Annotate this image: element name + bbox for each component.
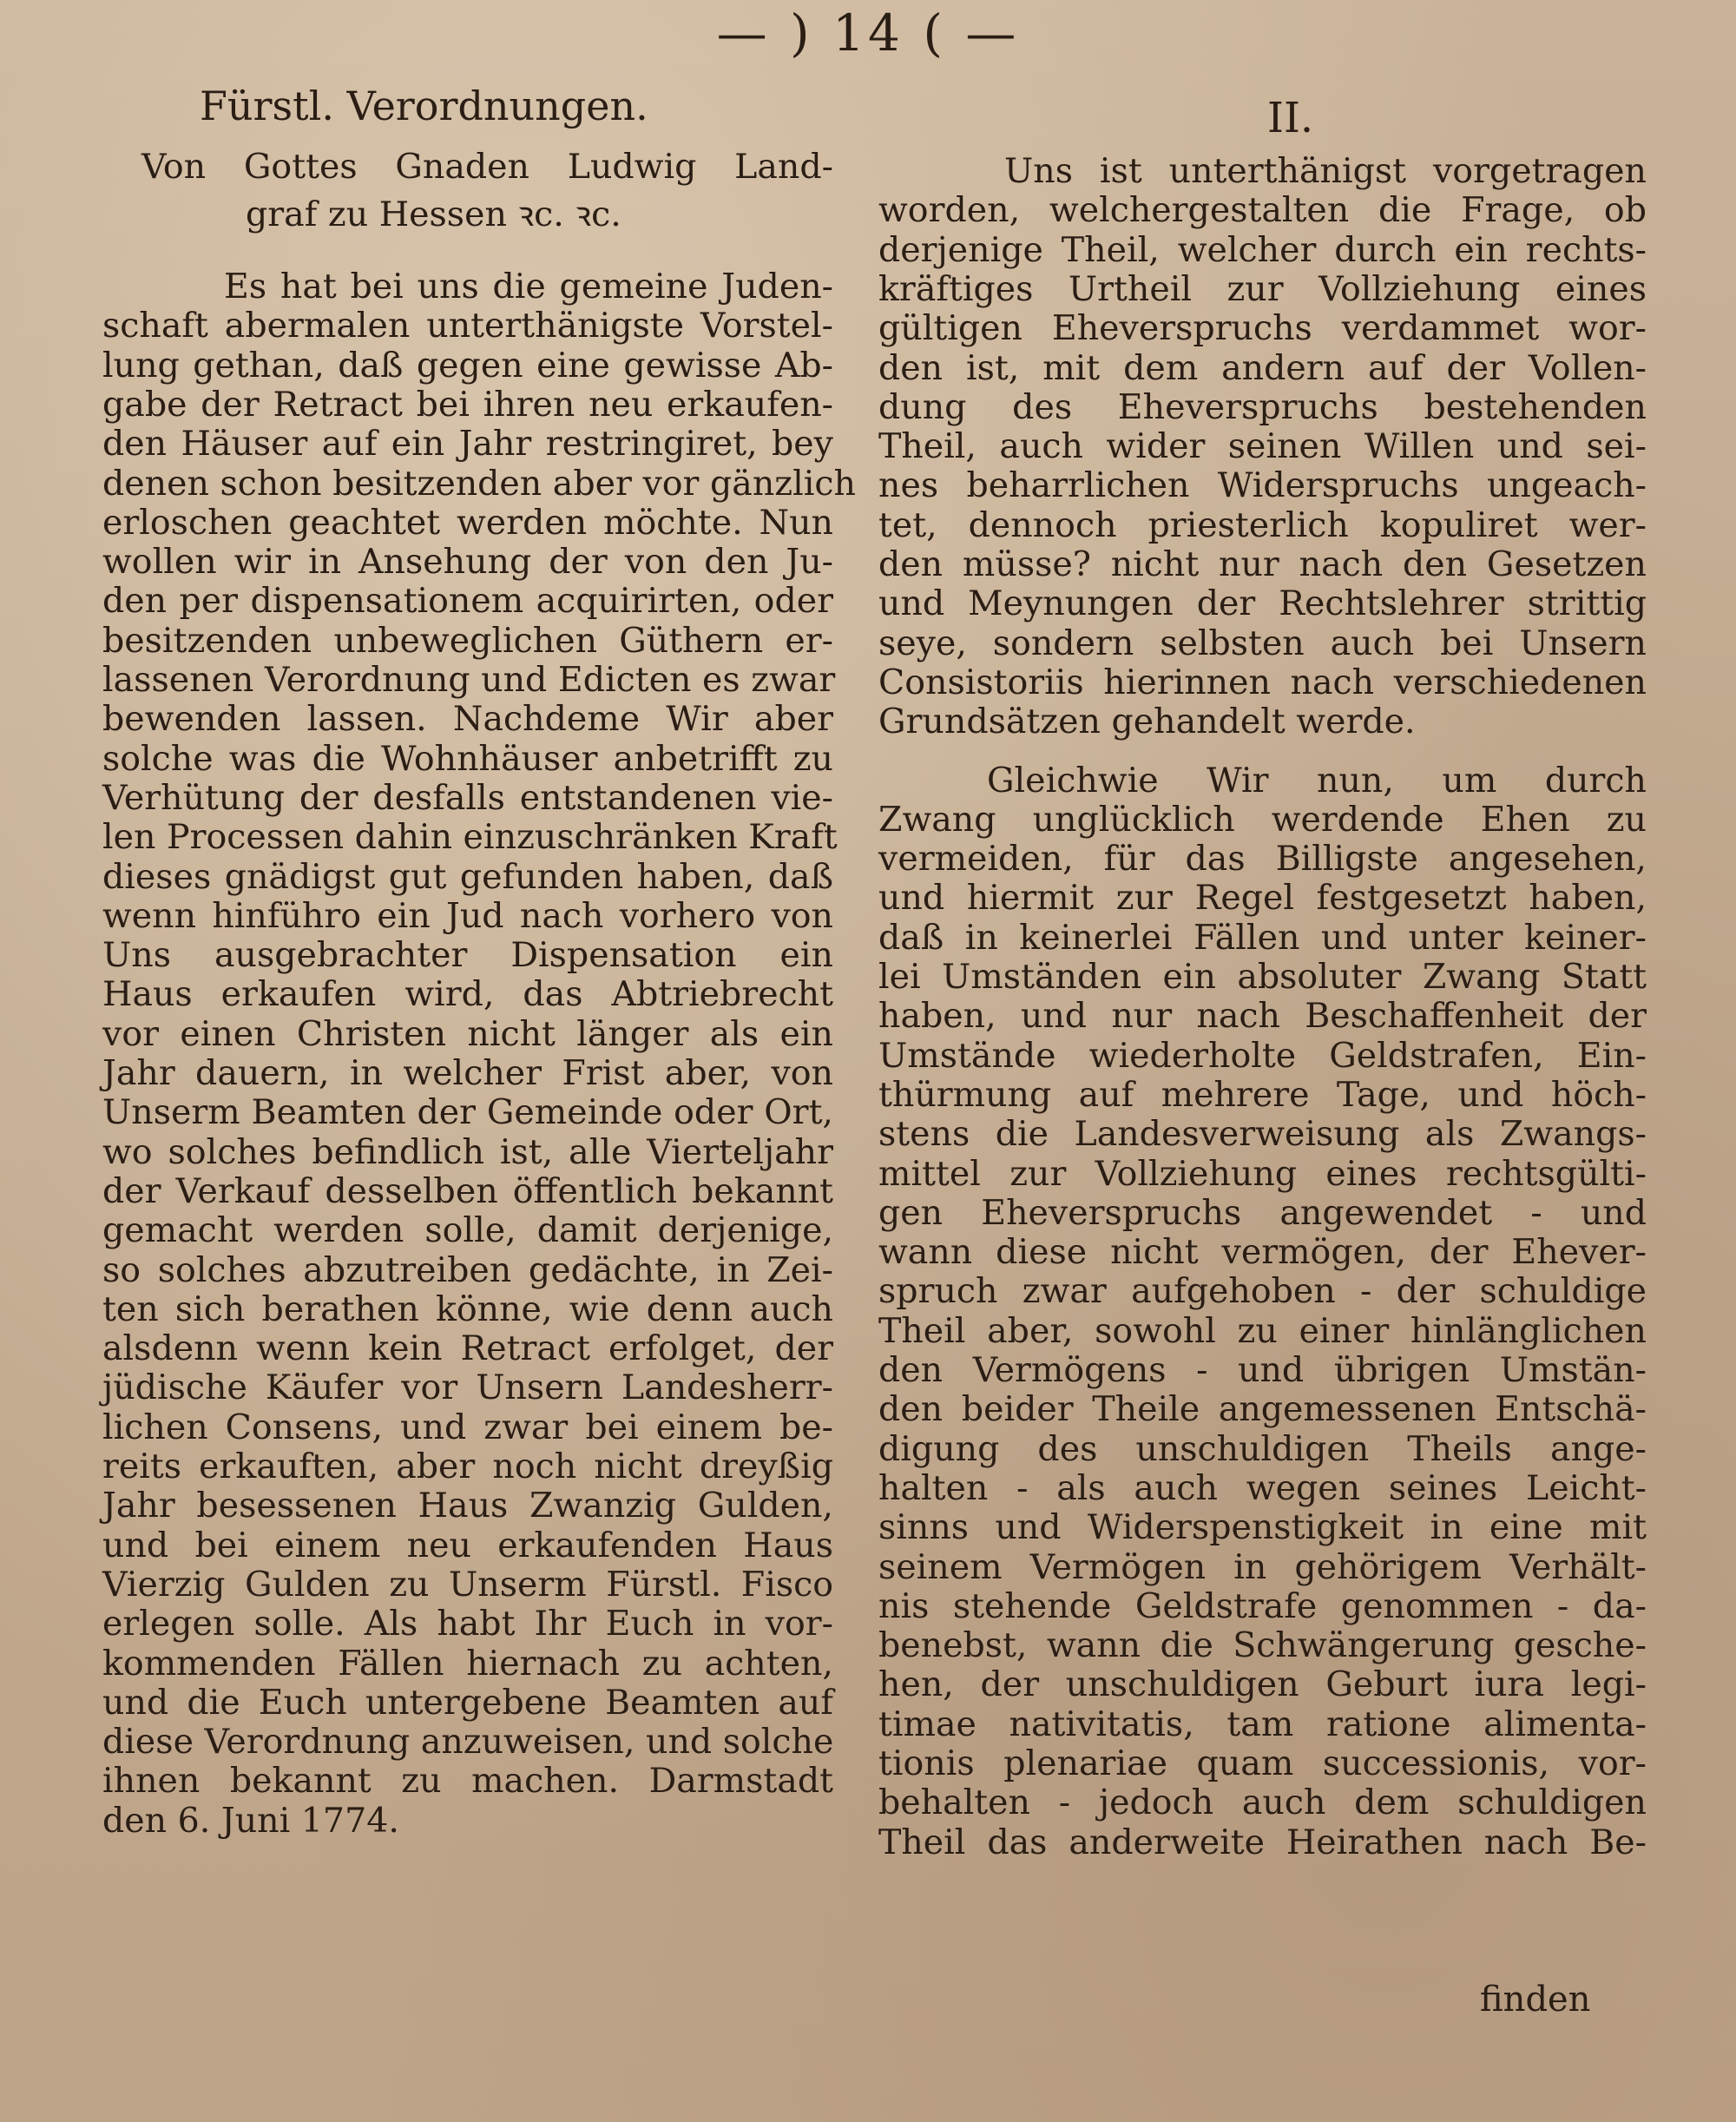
body-line: tionis plenariae quam successionis, vor- (878, 1743, 1647, 1783)
body-line: kräftiges Urtheil zur Vollziehung eines (878, 268, 1647, 309)
body-line: hen, der unschuldigen Geburt iura legi- (878, 1664, 1647, 1705)
body-line: und bei einem neu erkaufenden Haus (102, 1525, 833, 1565)
body-line: lassenen Verordnung und Edicten es zwar (102, 660, 836, 700)
body-line: Umstände wiederholte Geldstrafen, Ein- (878, 1035, 1647, 1076)
body-line: stens die Landesverweisung als Zwangs- (878, 1114, 1647, 1155)
body-line: Jahr dauern, in welcher Frist aber, von (102, 1053, 833, 1093)
body-line: denen schon besitzenden aber vor gänzlich (102, 463, 856, 504)
body-line: digung des unschuldigen Theils ange- (878, 1428, 1647, 1469)
body-line: den 6. Juni 1774. (102, 1800, 399, 1841)
body-line: Theil aber, sowohl zu einer hinlänglichen (878, 1310, 1647, 1351)
body-line: erloschen geachtet werden möchte. Nun (102, 502, 833, 543)
body-line: gabe der Retract bei ihren neu erkaufen- (102, 384, 833, 425)
body-line: den müsse? nicht nur nach den Gesetzen (878, 544, 1647, 584)
body-line: Theil, auch wider seinen Willen und sei- (878, 426, 1647, 467)
body-line: Verhütung der desfalls entstandenen vie- (102, 777, 833, 818)
body-line: und Meynungen der Rechtslehrer strittig (878, 583, 1647, 624)
body-line: nis stehende Geldstrafe genommen - da- (878, 1585, 1647, 1626)
body-line: vermeiden, für das Billigste angesehen, (878, 839, 1647, 880)
body-line: spruch zwar aufgehoben - der schuldige (878, 1271, 1647, 1312)
body-line: thürmung auf mehrere Tage, und höch- (878, 1074, 1647, 1115)
body-line: halten - als auch wegen seines Leicht- (878, 1467, 1647, 1508)
body-line: tet, dennoch priesterlich kopuliret wer- (878, 504, 1647, 545)
body-line: Vierzig Gulden zu Unserm Fürstl. Fisco (102, 1564, 833, 1605)
body-line: Unserm Beamten der Gemeinde oder Ort, (102, 1092, 833, 1133)
body-line: Consistoriis hierinnen nach verschiedenen (878, 662, 1647, 702)
body-line: der Verkauf desselben öffentlich bekannt (102, 1170, 833, 1211)
body-line: Zwang unglücklich werdende Ehen zu (878, 799, 1647, 840)
body-line: besitzenden unbeweglichen Güthern er- (102, 620, 833, 661)
section-title: Fürstl. Verordnungen. (200, 82, 648, 129)
body-line: Uns ist unterthänigst vorgetragen (1004, 151, 1647, 191)
body-line: haben, und nur nach Beschaffenheit der (878, 996, 1647, 1037)
body-line: Theil das anderweite Heirathen nach Be- (878, 1822, 1647, 1862)
page-number: — ) 14 ( — (716, 3, 1020, 63)
body-line: den beider Theile angemessenen Entschä- (878, 1389, 1647, 1430)
body-line: dung des Eheverspruchs bestehenden (878, 386, 1647, 427)
body-line: sinns und Widerspenstigkeit in eine mit (878, 1507, 1647, 1548)
body-line: timae nativitatis, tam ratione alimenta- (878, 1704, 1647, 1744)
body-line: alsdenn wenn kein Retract erfolget, der (102, 1328, 833, 1369)
body-line: wo solches befindlich ist, alle Vierteljahr (102, 1131, 833, 1172)
body-line: den ist, mit dem andern auf der Vollen- (878, 347, 1647, 388)
body-line: Es hat bei uns die gemeine Juden- (224, 267, 833, 306)
body-line: den Häuser auf ein Jahr restringiret, bey (102, 424, 833, 465)
body-line: gen Eheverspruchs angewendet - und (878, 1192, 1647, 1233)
body-line: mittel zur Vollziehung eines rechtsgülti- (878, 1153, 1647, 1194)
body-line: gemacht werden solle, damit derjenige, (102, 1210, 833, 1251)
body-line: lichen Consens, und zwar bei einem be- (102, 1407, 833, 1447)
intro-line: graf zu Hessen ꝛc. ꝛc. (246, 194, 621, 234)
body-line: erlegen solle. Als habt Ihr Euch in vor- (102, 1604, 833, 1644)
body-line: bewenden lassen. Nachdeme Wir aber (102, 699, 833, 740)
intro-line: Von Gottes Gnaden Ludwig Land- (141, 147, 833, 187)
body-line: lei Umständen ein absoluter Zwang Statt (878, 957, 1647, 997)
body-line: den Vermögens - und übrigen Umstän- (878, 1350, 1647, 1390)
body-line: derjenige Theil, welcher durch ein rechts- (878, 229, 1647, 270)
body-line: seye, sondern selbsten auch bei Unsern (878, 623, 1647, 663)
body-line: lung gethan, daß gegen eine gewisse Ab- (102, 345, 833, 386)
body-line: kommenden Fällen hiernach zu achten, (102, 1643, 833, 1684)
body-line: jüdische Käufer vor Unsern Landesherr- (102, 1367, 833, 1408)
body-line: wollen wir in Ansehung der von den Ju- (102, 542, 833, 583)
body-line: ten sich berathen könne, wie denn auch (102, 1288, 833, 1329)
body-line: ihnen bekannt zu machen. Darmstadt (102, 1761, 833, 1802)
body-line: den per dispensationem acquirirten, oder (102, 581, 833, 622)
body-line: reits erkauften, aber noch nicht dreyßig (102, 1447, 833, 1486)
catchword: finden (1480, 1980, 1591, 2020)
body-line: vor einen Christen nicht länger als ein (102, 1013, 833, 1054)
body-line: daß in keinerlei Fällen und unter keiner- (878, 917, 1647, 958)
body-line: so solches abzutreiben gedächte, in Zei- (102, 1249, 833, 1290)
body-line: und die Euch untergebene Beamten auf (102, 1682, 833, 1723)
body-line: nes beharrlichen Widerspruchs ungeach- (878, 465, 1647, 506)
body-line: schaft abermalen unterthänigste Vorstel- (102, 306, 833, 346)
body-line: len Processen dahin einzuschränken Kraft (102, 817, 838, 858)
body-line: Gleichwie Wir nun, um durch (987, 760, 1647, 801)
body-line: und hiermit zur Regel festgesetzt haben, (878, 878, 1647, 919)
body-line: Haus erkaufen wird, das Abtriebrecht (102, 974, 833, 1015)
body-line: wenn hinführo ein Jud nach vorhero von (102, 895, 833, 936)
body-line: benebst, wann die Schwängerung gesche- (878, 1625, 1647, 1666)
body-line: Grundsätzen gehandelt werde. (878, 702, 1416, 742)
body-line: seinem Vermögen in gehörigem Verhält- (878, 1546, 1647, 1587)
body-line: wann diese nicht vermögen, der Ehever- (878, 1232, 1647, 1273)
body-line: dieses gnädigst gut gefunden haben, daß (102, 856, 833, 897)
body-line: gültigen Eheverspruchs verdammet wor- (878, 308, 1647, 349)
body-line: Jahr besessenen Haus Zwanzig Gulden, (102, 1486, 833, 1526)
body-line: solche was die Wohnhäuser anbetrifft zu (102, 738, 833, 779)
body-line: Uns ausgebrachter Dispensation ein (102, 935, 833, 976)
body-line: behalten - jedoch auch dem schuldigen (878, 1783, 1647, 1823)
body-line: worden, welchergestalten die Frage, ob (878, 190, 1647, 231)
body-line: diese Verordnung anzuweisen, und solche (102, 1722, 834, 1763)
section-number: II. (1267, 94, 1314, 142)
